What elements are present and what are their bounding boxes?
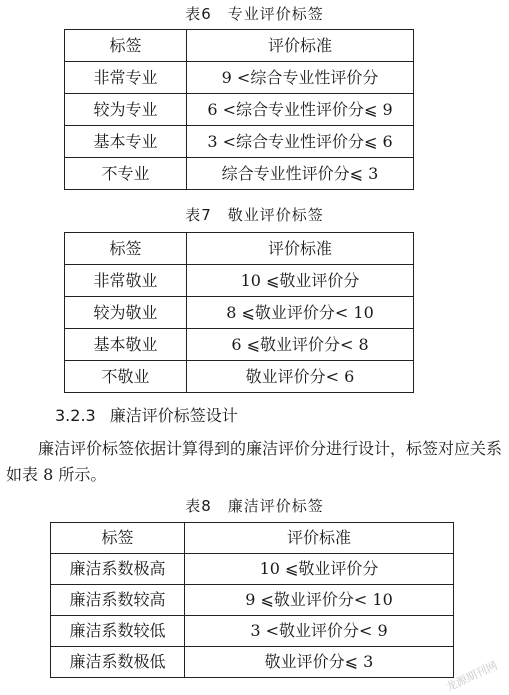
table8-caption: 表8 廉洁评价标签 bbox=[185, 497, 324, 515]
header-cell: 标签 bbox=[65, 30, 187, 62]
table-row bbox=[51, 647, 454, 678]
criteria-cell: 3 <敬业评价分< 9 bbox=[185, 616, 454, 647]
label-cell: 廉洁系数较高 bbox=[51, 585, 185, 616]
table-row bbox=[65, 329, 414, 361]
label-cell: 较为专业 bbox=[65, 94, 187, 126]
table-row bbox=[65, 265, 414, 297]
section-title: 廉洁评价标签设计 bbox=[109, 406, 238, 425]
criteria-cell: 6 <综合专业性评价分⩽ 9 bbox=[187, 94, 414, 126]
table-header-row bbox=[51, 523, 454, 554]
table6 bbox=[64, 29, 414, 190]
label-cell: 基本敬业 bbox=[65, 329, 187, 361]
table-row bbox=[51, 585, 454, 616]
criteria-cell: 敬业评价分⩽ 3 bbox=[185, 647, 454, 678]
label-cell: 较为敬业 bbox=[65, 297, 187, 329]
header-cell: 标签 bbox=[65, 233, 187, 265]
body-paragraph: 廉洁评价标签依据计算得到的廉洁评价分进行设计，标签对应关系如表 8 所示。 bbox=[6, 439, 503, 484]
label-cell: 基本专业 bbox=[65, 126, 187, 158]
label-cell: 非常专业 bbox=[65, 62, 187, 94]
table-row bbox=[65, 158, 414, 190]
header-cell: 评价标准 bbox=[185, 523, 454, 554]
table8 bbox=[50, 522, 454, 678]
criteria-cell: 10 ⩽敬业评价分 bbox=[187, 265, 414, 297]
label-cell: 廉洁系数极高 bbox=[51, 554, 185, 585]
criteria-cell: 3 <综合专业性评价分⩽ 6 bbox=[187, 126, 414, 158]
table-header-row bbox=[65, 30, 414, 62]
table-row bbox=[65, 126, 414, 158]
criteria-cell: 6 ⩽敬业评价分< 8 bbox=[187, 329, 414, 361]
label-cell: 不敬业 bbox=[65, 361, 187, 393]
table-row bbox=[51, 554, 454, 585]
criteria-cell: 9 <综合专业性评价分 bbox=[187, 62, 414, 94]
header-cell: 评价标准 bbox=[187, 233, 414, 265]
label-cell: 廉洁系数较低 bbox=[51, 616, 185, 647]
header-cell: 评价标准 bbox=[187, 30, 414, 62]
table-row bbox=[65, 361, 414, 393]
label-cell: 不专业 bbox=[65, 158, 187, 190]
section-number: 3.2.3 bbox=[55, 406, 96, 425]
label-cell: 非常敬业 bbox=[65, 265, 187, 297]
label-cell: 廉洁系数极低 bbox=[51, 647, 185, 678]
table-row bbox=[65, 297, 414, 329]
table-header-row bbox=[65, 233, 414, 265]
header-cell: 标签 bbox=[51, 523, 185, 554]
criteria-cell: 9 ⩽敬业评价分< 10 bbox=[185, 585, 454, 616]
table-row bbox=[51, 616, 454, 647]
criteria-cell: 敬业评价分< 6 bbox=[187, 361, 414, 393]
table7-caption: 表7 敬业评价标签 bbox=[185, 206, 324, 224]
table7 bbox=[64, 232, 414, 393]
table-row bbox=[65, 94, 414, 126]
criteria-cell: 8 ⩽敬业评价分< 10 bbox=[187, 297, 414, 329]
criteria-cell: 10 ⩽敬业评价分 bbox=[185, 554, 454, 585]
criteria-cell: 综合专业性评价分⩽ 3 bbox=[187, 158, 414, 190]
section-heading bbox=[55, 405, 238, 427]
watermark: 龙源期刊网 bbox=[444, 658, 500, 694]
table6-caption: 表6 专业评价标签 bbox=[185, 5, 324, 23]
table-row bbox=[65, 62, 414, 94]
